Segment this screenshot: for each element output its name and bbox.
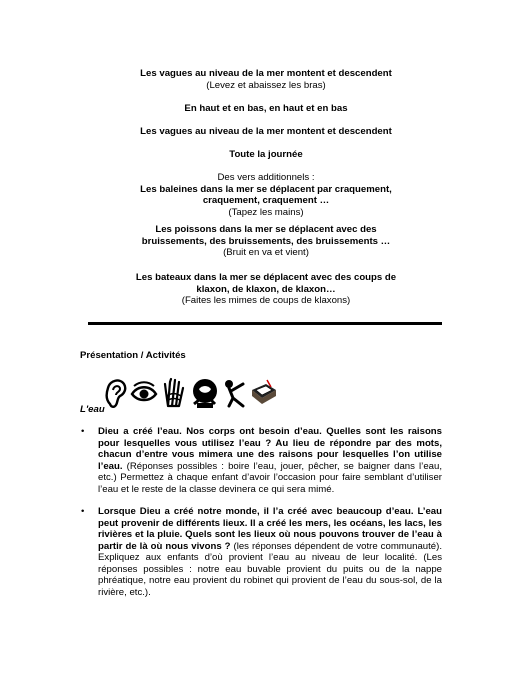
person-stretching-icon [223, 376, 247, 410]
song-verse [90, 224, 442, 259]
list-item [80, 426, 442, 495]
item-bold-text: Lorsque Dieu a créé notre monde, il l’a créé avec beaucoup d’eau. L’eau peut provenir de différents lieux. Il a créé les mers, les océans, les lacs, les rivières et la pluie. Quels sont les lieux où nous pouvons trouver de l’eau à partir de là où nous vivons ? [98, 506, 442, 552]
song-line: craquement, craquement … [202, 195, 330, 206]
song-line: Les vagues au niveau de la mer montent et descendent [140, 126, 392, 137]
subheading: L'eau [80, 404, 105, 415]
song-verse [90, 149, 442, 161]
bible-icon [250, 376, 278, 410]
song-verse [90, 126, 442, 138]
song-instruction: (Bruit en va et vient) [223, 247, 309, 258]
song-verse [90, 68, 442, 91]
song-line: klaxon, de klaxon, de klaxon… [196, 283, 336, 295]
ear-icon [104, 376, 128, 410]
song-line: Les bateaux dans la mer se déplacent avec des coups de [135, 272, 397, 283]
item-bold-text: Dieu a créé l’eau. Nos corps ont besoin d’eau. Quelles sont les raisons pour lesquelles vous utilisez l’eau ? Au lieu de répondre par des mots, chacun d’entre vous mimera une des raisons pour lesquelles l’on utilise l’eau. [98, 426, 442, 472]
song-line: Toute la journée [229, 149, 303, 160]
song-instruction: (Faites les mimes de coups de klaxons) [181, 295, 351, 306]
bullet-marker: • [81, 426, 85, 437]
song-line: bruissements, des bruissements, des bruissements … [141, 235, 391, 247]
bullet-marker: • [81, 506, 85, 517]
head-icon [189, 376, 221, 410]
item-text: (Réponses possibles : boire l’eau, jouer, pêcher, se baigner dans l’eau, etc.) Permettez à chaque enfant d’avoir l’occasion pour faire semblant d’utiliser l’eau et le reste de la classe devinera ce qui sera mimé. [98, 460, 442, 495]
song-line: Les baleines dans la mer se déplacent par craquement, [140, 183, 392, 195]
bullet-list [80, 426, 442, 609]
song-line: En haut et en bas, en haut et en bas [184, 103, 348, 114]
song-line: Les poissons dans la mer se déplacent avec des [155, 224, 377, 235]
song-verse [90, 103, 442, 115]
song-line: Les vagues au niveau de la mer montent et descendent [140, 68, 392, 79]
eye-icon [130, 376, 158, 410]
item-text: (les réponses dépendent de votre communauté). Expliquez aux enfants d’où provient l’eau au niveau de leur localité. (Les réponses possibles : notre eau buvable provient du puits ou de la nappe phréatique, notre eau provient du robinet qui provient de l’eau du sous-sol, de la rivière, etc.). [98, 540, 443, 598]
song-instruction: (Levez et abaissez les bras) [206, 79, 326, 91]
horizontal-divider [88, 322, 442, 325]
additional-verses-label: Des vers additionnels : [217, 172, 315, 183]
song-verse [90, 272, 442, 307]
hand-icon [162, 376, 186, 410]
song-instruction: (Tapez les mains) [228, 206, 304, 218]
list-item [80, 506, 442, 598]
additional-verses [90, 172, 442, 218]
section-heading: Présentation / Activités [80, 350, 186, 361]
